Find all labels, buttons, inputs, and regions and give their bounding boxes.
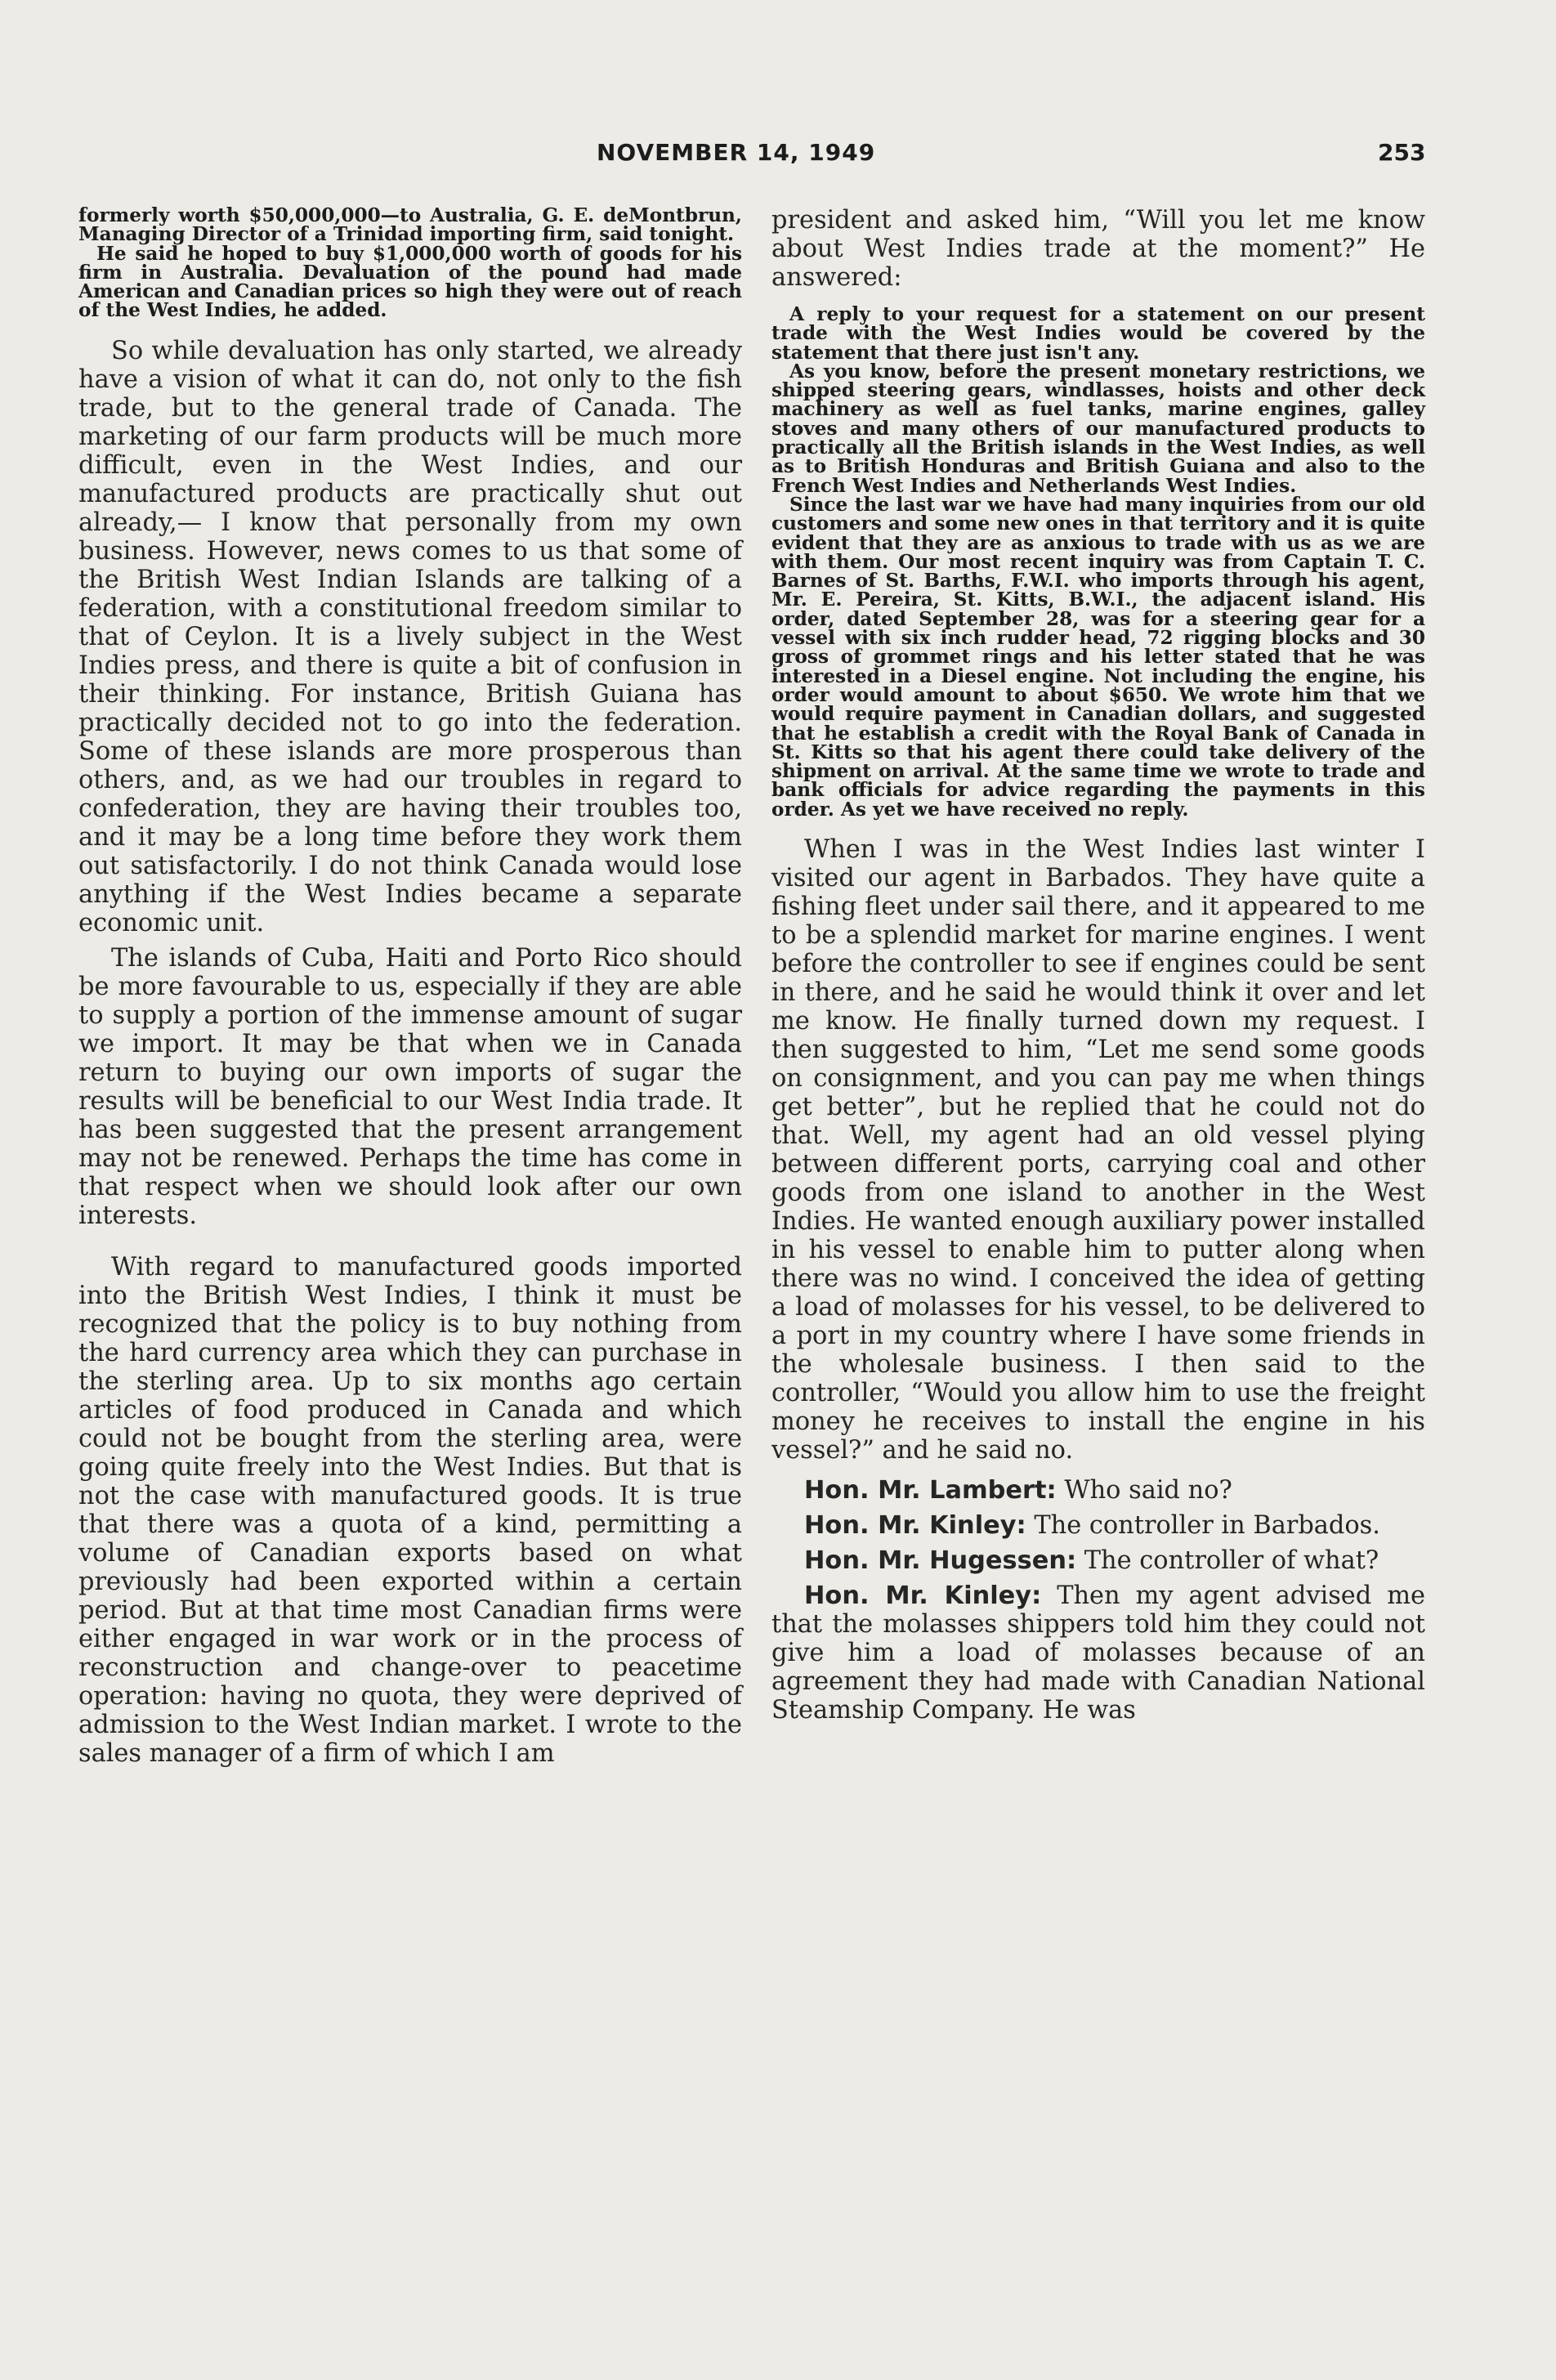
page-number: 253 — [1378, 139, 1426, 166]
dialogue-line — [771, 1511, 1425, 1540]
dialogue-line — [771, 1546, 1425, 1575]
page-header — [0, 139, 1556, 172]
dialogue-text: The controller of what? — [1084, 1546, 1379, 1576]
news-quote-paragraph: He said he hoped to buy $1,000,000 worth of goods for his firm in Australia. Devaluation of the pound had made American and Canadian prices so high they were out of reach of the West Indies, he added. — [78, 242, 742, 322]
letter-quote-paragraph: A reply to your request for a statement on our present trade with the West Indies would be covered by the statement that there just isn't any. — [771, 303, 1425, 364]
dialogue-text: Who said no? — [1064, 1476, 1232, 1505]
left-column — [78, 206, 742, 1774]
body-paragraph: The islands of Cuba, Haiti and Porto Rico should be more favourable to us, especially if they are able to supply a portion of the immense amount of sugar we import. It may be that when we in Canada return to buying our own imports of sugar the results will be beneficial to our West India trade. It has been suggested that the present arrangement may not be renewed. Perhaps the time has come in that respect when we should look after our own interests. — [78, 943, 742, 1230]
dialogue-text: The controller in Barbados. — [1034, 1511, 1380, 1541]
header-date: NOVEMBER 14, 1949 — [597, 139, 876, 166]
body-paragraph: When I was in the West Indies last winter I visited our agent in Barbados. They have quite a fishing fleet under sail there, and it appeared to me to be a splendid market for marine engines. I went before the controller to see if engines could be sent in there, and he said he would think it over and let me know. He finally turned down my request. I then suggested to him, “Let me send some goods on consignment, and you can pay me when things get better”, but he replied that he could not do that. Well, my agent had an old vessel plying between different ports, carrying coal and other goods from one island to another in the West Indies. He wanted enough auxiliary power installed in his vessel to enable him to putter along when there was no wind. I conceived the idea of getting a load of molasses for his vessel, to be delivered to a port in my country where I have some friends in the wholesale business. I then said to the controller, “Would you allow him to use the freight money he receives to install the engine in his vessel?” and he said no. — [771, 835, 1425, 1465]
dialogue-line — [771, 1476, 1425, 1505]
speaker-name: Hon. Mr. Lambert: — [804, 1476, 1057, 1505]
body-paragraph: So while devaluation has only started, we already have a vision of what it can do, not only to the fish trade, but to the general trade of Canada. The marketing of our farm products will be much more difficult, even in the West Indies, and our manufactured products are practically shut out already,— I know that personally from my own business. However, news comes to us that some of the British West Indian Islands are talking of a federation, with a constitutional freedom similar to that of Ceylon. It is a lively subject in the West Indies press, and there is quite a bit of confusion in their thinking. For instance, British Guiana has practically decided not to go into the federation. Some of these islands are more prosperous than others, and, as we had our troubles in regard to confederation, they are having their troubles too, and it may be a long time before they work them out satisfactorily. I do not think Canada would lose anything if the West Indies became a separate economic unit. — [78, 336, 742, 937]
body-paragraph: president and asked him, “Will you let me know about West Indies trade at the moment?” He answered: — [771, 206, 1425, 292]
letter-quote-paragraph: Since the last war we have had many inquiries from our old customers and some new ones in that territory and it is quite evident that they are as anxious to trade with us as we are with them. Our most recent inquiry was from Captain T. C. Barnes of St. Barths, F.W.I. who imports through his agent, Mr. E. Pereira, St. Kitts, B.W.I., the adjacent island. His order, dated September 28, was for a steering gear for a vessel with six inch rudder head, 72 rigging blocks and 30 gross of grommet rings and his letter stated that he was interested in a Diesel engine. Not including the engine, his order would amount to about $650. We wrote him that we would require payment in Canadian dollars, and suggested that he establish a credit with the Royal Bank of Canada in St. Kitts so that his agent there could take delivery of the shipment on arrival. At the same time we wrote to trade and bank officials for advice regarding the payments in this order. As yet we have received no reply. — [771, 493, 1425, 821]
letter-quote-paragraph: As you know, before the present monetary restrictions, we shipped steering gears, windlasses, hoists and other deck machinery as well as fuel tanks, marine engines, galley stoves and many others of our manufactured products to practically all the British islands in the West Indies, as well as to British Honduras and British Guiana and also to the French West Indies and Netherlands West Indies. — [771, 360, 1425, 497]
dialogue-text: Then my agent advised me that the molasses shippers told him they could not give him a load of molasses because of an agreement they had made with Canadian National Steamship Company. He was — [771, 1581, 1425, 1725]
dialogue-line — [771, 1581, 1425, 1725]
speaker-name: Hon. Mr. Kinley: — [804, 1581, 1042, 1611]
body-paragraph: With regard to manufactured goods imported into the British West Indies, I think it must be recognized that the policy is to buy nothing from the hard currency area which they can purchase in the sterling area. Up to six months ago certain articles of food produced in Canada and which could not be bought from the sterling area, were going quite freely into the West Indies. But that is not the case with manufactured goods. It is true that there was a quota of a kind, permitting a volume of Canadian exports based on what previously had been exported within a certain period. But at that time most Canadian firms were either engaged in war work or in the process of reconstruction and change-over to peacetime operation: having no quota, they were deprived of admission to the West Indian market. I wrote to the sales manager of a firm of which I am — [78, 1252, 742, 1768]
speaker-name: Hon. Mr. Kinley: — [804, 1511, 1026, 1541]
right-column — [771, 206, 1425, 1731]
speaker-name: Hon. Mr. Hugessen: — [804, 1546, 1077, 1576]
news-quote-paragraph: formerly worth $50,000,000—to Australia, G. E. deMontbrun, Managing Director of a Trinidad importing firm, said tonight. — [78, 204, 742, 246]
